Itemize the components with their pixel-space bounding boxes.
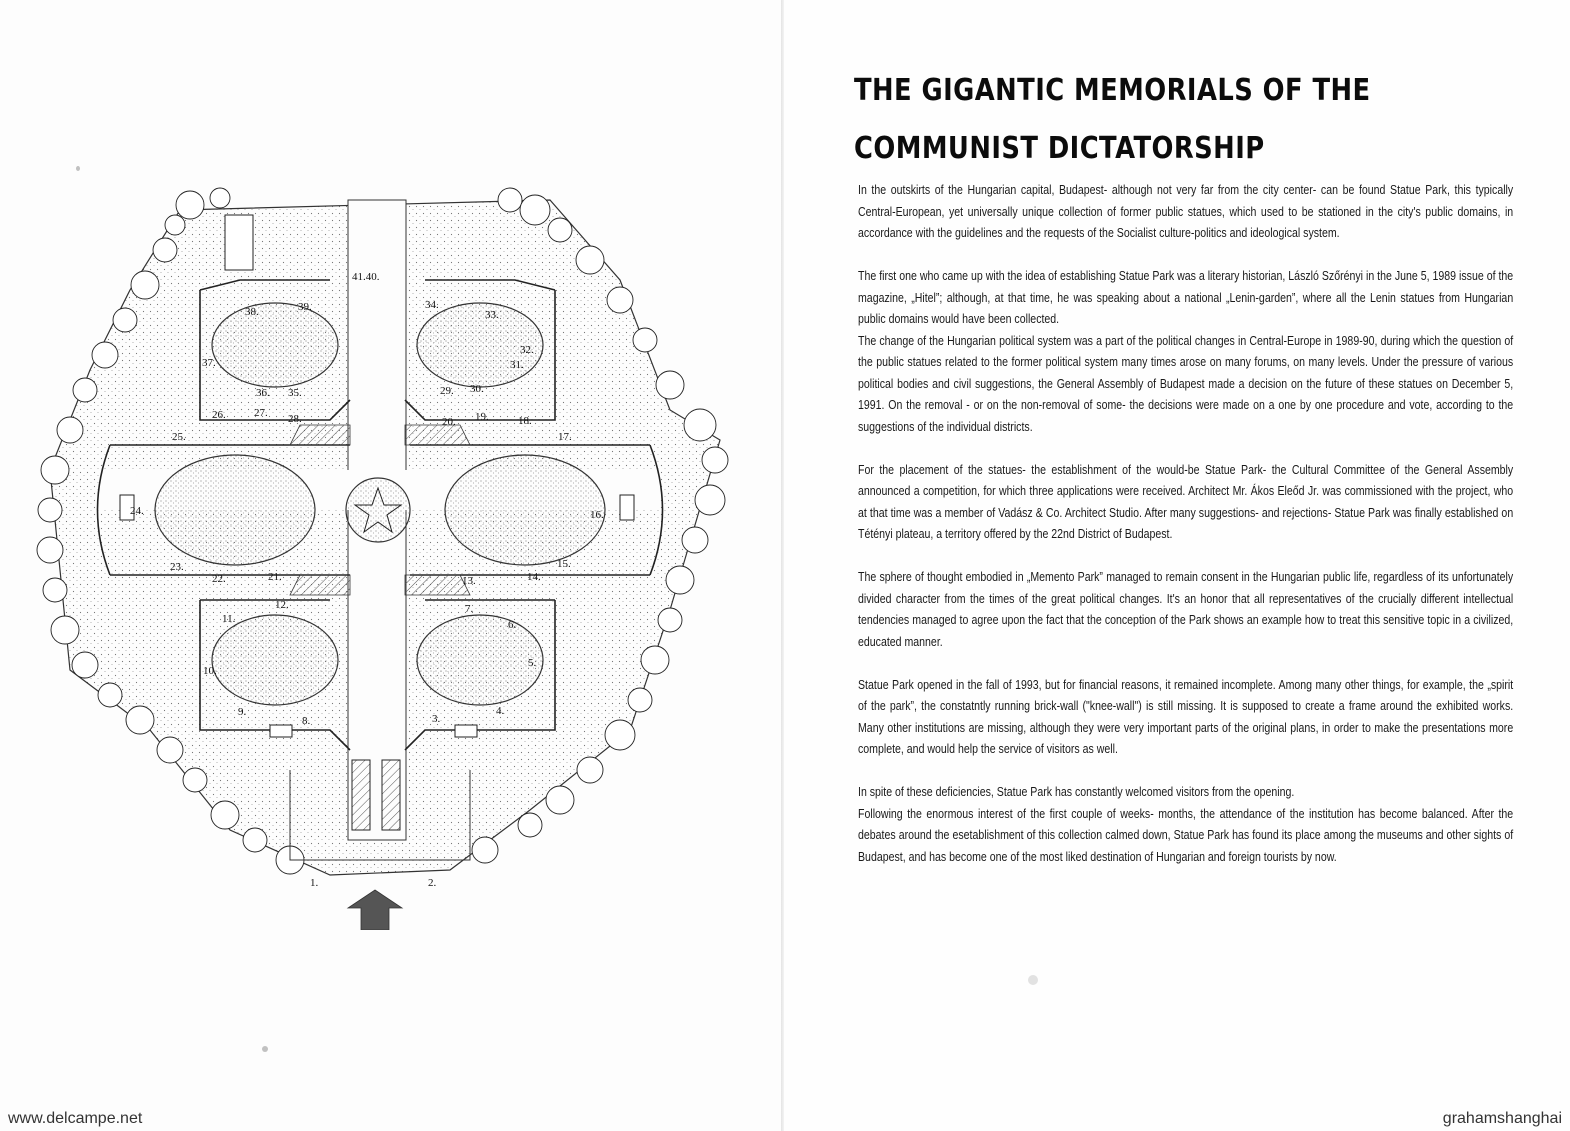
print-speck bbox=[76, 166, 80, 171]
map-label: 6. bbox=[508, 619, 517, 631]
map-label: 1. bbox=[310, 877, 319, 889]
map-label: 32. bbox=[520, 344, 534, 356]
article-body bbox=[858, 180, 1513, 890]
watermark-right: grahamshanghai bbox=[1442, 1110, 1562, 1127]
paragraph: In spite of these deficiencies, Statue Park has constantly welcomed visitors from the opening. bbox=[858, 785, 1295, 799]
map-label: 21. bbox=[268, 571, 282, 583]
map-label: 39. bbox=[298, 301, 312, 313]
print-speck bbox=[262, 1046, 268, 1052]
map-label: 5. bbox=[528, 657, 537, 669]
paragraph: The first one who came up with the idea of establishing Statue Park was a literary historian, László Szőrényi in the June 5, 1989 issue of the magazine, „Hitel”; although, at that time, he was speaking about a national „Lenin-garden”, where all the Lenin statues from Hungarian public domains would have been collected. bbox=[858, 269, 1514, 326]
park-map-drawing bbox=[30, 170, 730, 930]
map-label: 11. bbox=[222, 613, 236, 625]
map-label: 8. bbox=[302, 715, 311, 727]
map-label: 14. bbox=[527, 571, 541, 583]
map-label: 7. bbox=[465, 603, 474, 615]
map-label: 35. bbox=[288, 387, 302, 399]
title-line-2: COMMUNIST DICTATORSHIP bbox=[854, 131, 1265, 166]
map-label: 18. bbox=[518, 415, 532, 427]
print-speck bbox=[1028, 975, 1038, 985]
map-label: 15. bbox=[557, 558, 571, 570]
park-site-plan bbox=[30, 170, 730, 930]
map-label: 16. bbox=[590, 509, 604, 521]
paragraph: Statue Park opened in the fall of 1993, but for financial reasons, it remained incomplete. Among many other things, for example, the „spirit of the park”, the constatntly running brick-wall ("knee-wall") is still missing. It is supposed to create a frame around the exhibited works. Many other institutions are missing, although they were very important parts of the original plans, in order to make the presentations more complete, and would help the service of visitors as well. bbox=[858, 677, 1514, 756]
paragraph: In the outskirts of the Hungarian capital, Budapest- although not very far from the city center- can be found Statue Park, this typically Central-European, yet universally unique collection of former public statues, which used to be stationed in the city's public domains, in accordance with the guidelines and the requests of the Socialist culture-politics and ideological system. bbox=[858, 183, 1514, 240]
map-label: 28. bbox=[288, 413, 302, 425]
map-label: 27. bbox=[254, 407, 268, 419]
page-title bbox=[854, 62, 1422, 178]
map-label: 10. bbox=[203, 665, 217, 677]
map-label: 26. bbox=[212, 409, 226, 421]
title-line-1: THE GIGANTIC MEMORIALS OF THE bbox=[854, 73, 1371, 108]
map-label: 41.40. bbox=[352, 271, 380, 283]
map-label: 23. bbox=[170, 561, 184, 573]
map-label: 19. bbox=[475, 411, 489, 423]
paragraph: The sphere of thought embodied in „Memento Park” managed to remain consent in the Hungarian public life, regardless of its unfortunately divided character from the times of the great political changes. It's an honor that all representatives of the crucially different intellectual tendencies managed to agree upon the fact that the conception of the Park shows an example how to treat this sensitive topic in a civilized, educated manner. bbox=[858, 570, 1514, 649]
watermark-left: www.delcampe.net bbox=[8, 1110, 143, 1127]
map-label: 33. bbox=[485, 309, 499, 321]
map-label: 12. bbox=[275, 599, 289, 611]
map-label: 31. bbox=[510, 359, 524, 371]
map-label: 24. bbox=[130, 505, 144, 517]
map-label: 4. bbox=[496, 705, 505, 717]
left-page bbox=[0, 0, 784, 1131]
map-label: 37. bbox=[202, 357, 216, 369]
map-label: 2. bbox=[428, 877, 437, 889]
map-label: 3. bbox=[432, 713, 441, 725]
map-label: 20. bbox=[442, 416, 456, 428]
map-label: 13. bbox=[462, 575, 476, 587]
map-label: 17. bbox=[558, 431, 572, 443]
paragraph: For the placement of the statues- the establishment of the would-be Statue Park- the Cultural Committee of the General Assembly announced a competition, for which three applications were received. Architect Mr. Ákos Eleőd Jr. was commissioned with the project, who at that time was a member of Vadász & Co. Architect Studio. After many suggestions- and rejections- Statue Park was finally established on Tétényi plateau, a territory offered by the 22nd District of Budapest. bbox=[858, 462, 1514, 541]
paragraph: Following the enormous interest of the first couple of weeks- months, the attendance of the institution has become balanced. After the debates around the esetablishment of this collection calmed down, Statue Park has found its place among the museums and other sights of Budapest, and has become one of the most liked destination of Hungarian and foreign tourists by now. bbox=[858, 806, 1514, 864]
map-label: 25. bbox=[172, 431, 186, 443]
map-label: 9. bbox=[238, 706, 247, 718]
map-label: 38. bbox=[245, 306, 259, 318]
map-label: 29. bbox=[440, 385, 454, 397]
map-label: 34. bbox=[425, 299, 439, 311]
map-label: 22. bbox=[212, 573, 226, 585]
map-label: 30. bbox=[470, 383, 484, 395]
paragraph: The change of the Hungarian political system was a part of the political changes in Central-Europe in 1989-90, during which the question of the public statues related to the former political system many times arose on many forums, on many levels. Under the pressure of various political bodies and civil suggestions, the General Assembly of Budapest made a decision on the future of these statues on December 5, 1991. On the removal - or on the non-removal of some- the decisions were made on a one by one procedure and vote, according to the suggestions of the individual districts. bbox=[858, 333, 1514, 434]
entrance-arrow-icon bbox=[348, 890, 402, 930]
map-label: 36. bbox=[256, 387, 270, 399]
